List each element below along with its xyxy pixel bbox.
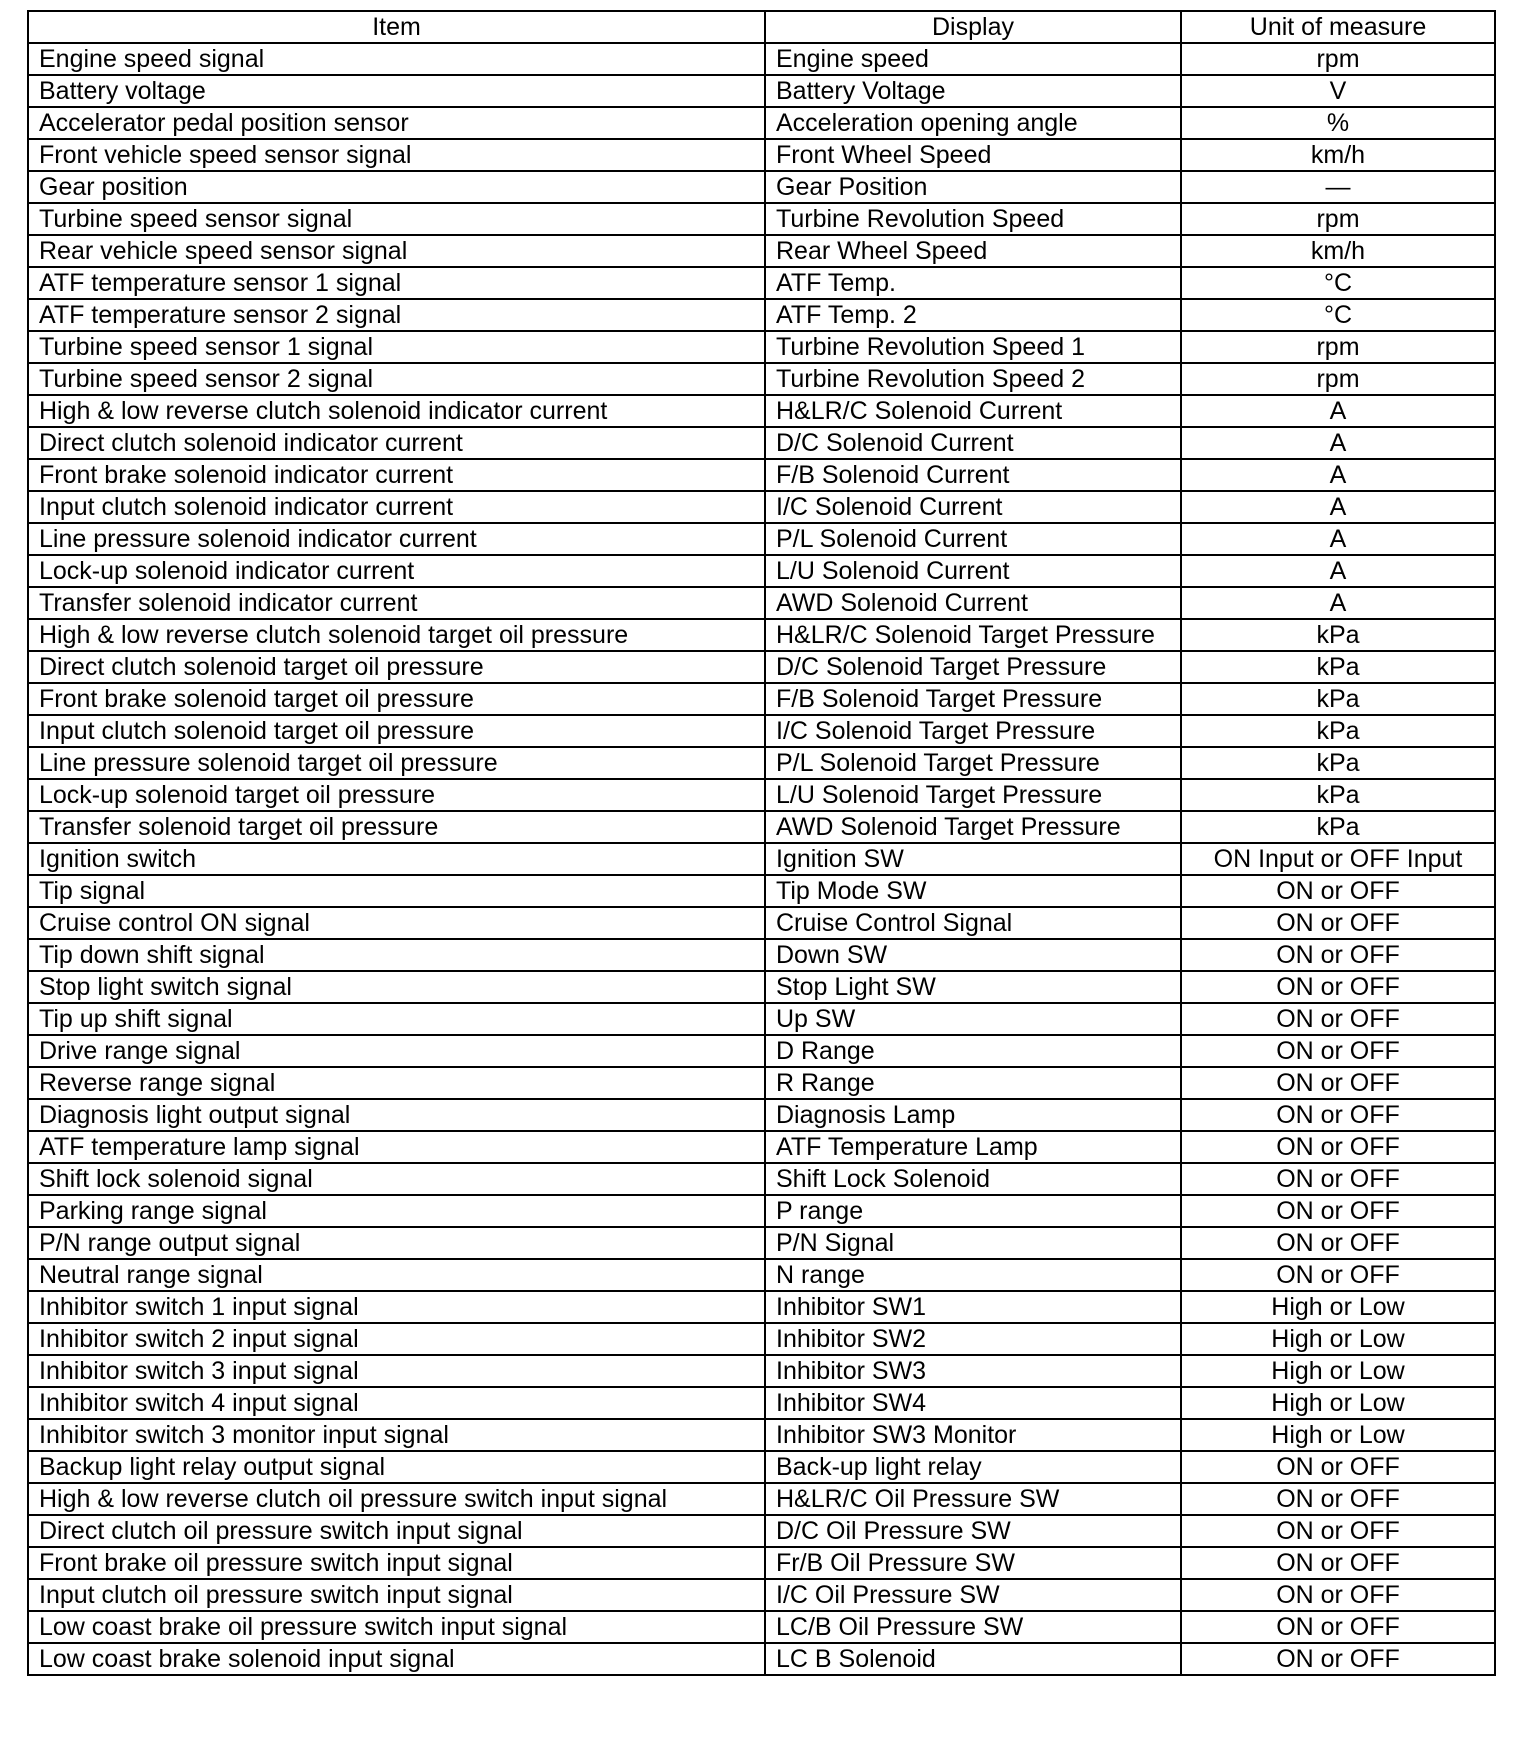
table-row [28, 459, 1495, 491]
cell-item: Inhibitor switch 3 input signal [28, 1355, 765, 1387]
cell-unit: kPa [1181, 683, 1495, 715]
cell-item: High & low reverse clutch solenoid target oil pressure [28, 619, 765, 651]
cell-display: LC B Solenoid [765, 1643, 1181, 1675]
cell-item: Stop light switch signal [28, 971, 765, 1003]
cell-unit: ON Input or OFF Input [1181, 843, 1495, 875]
cell-unit: kPa [1181, 779, 1495, 811]
cell-unit: kPa [1181, 619, 1495, 651]
cell-unit: ON or OFF [1181, 1515, 1495, 1547]
cell-display: Acceleration opening angle [765, 107, 1181, 139]
cell-display: Turbine Revolution Speed [765, 203, 1181, 235]
cell-unit: ON or OFF [1181, 875, 1495, 907]
cell-item: ATF temperature lamp signal [28, 1131, 765, 1163]
table-row [28, 651, 1495, 683]
cell-display: AWD Solenoid Target Pressure [765, 811, 1181, 843]
cell-unit: ON or OFF [1181, 1099, 1495, 1131]
cell-item: Front brake solenoid indicator current [28, 459, 765, 491]
cell-display: Inhibitor SW4 [765, 1387, 1181, 1419]
cell-item: Line pressure solenoid target oil pressure [28, 747, 765, 779]
table-row [28, 1003, 1495, 1035]
cell-item: High & low reverse clutch oil pressure switch input signal [28, 1483, 765, 1515]
cell-unit: ON or OFF [1181, 1259, 1495, 1291]
cell-unit: ON or OFF [1181, 1195, 1495, 1227]
cell-display: L/U Solenoid Target Pressure [765, 779, 1181, 811]
header-display: Display [765, 11, 1181, 43]
table-row [28, 299, 1495, 331]
table-row [28, 1355, 1495, 1387]
cell-display: Shift Lock Solenoid [765, 1163, 1181, 1195]
cell-item: Engine speed signal [28, 43, 765, 75]
cell-unit: ON or OFF [1181, 1643, 1495, 1675]
table-row [28, 203, 1495, 235]
cell-item: Tip up shift signal [28, 1003, 765, 1035]
cell-unit: kPa [1181, 747, 1495, 779]
cell-display: D Range [765, 1035, 1181, 1067]
cell-unit: kPa [1181, 715, 1495, 747]
cell-display: Tip Mode SW [765, 875, 1181, 907]
monitor-item-table [27, 10, 1496, 1676]
cell-item: Transfer solenoid target oil pressure [28, 811, 765, 843]
cell-display: Cruise Control Signal [765, 907, 1181, 939]
table-row [28, 331, 1495, 363]
table-row [28, 907, 1495, 939]
cell-display: Ignition SW [765, 843, 1181, 875]
table-row [28, 139, 1495, 171]
cell-item: Inhibitor switch 3 monitor input signal [28, 1419, 765, 1451]
cell-display: I/C Oil Pressure SW [765, 1579, 1181, 1611]
cell-unit: km/h [1181, 235, 1495, 267]
table-row [28, 235, 1495, 267]
table-row [28, 779, 1495, 811]
cell-display: H&LR/C Solenoid Target Pressure [765, 619, 1181, 651]
table-row [28, 1515, 1495, 1547]
table-row [28, 875, 1495, 907]
cell-unit: A [1181, 491, 1495, 523]
cell-item: Transfer solenoid indicator current [28, 587, 765, 619]
cell-display: LC/B Oil Pressure SW [765, 1611, 1181, 1643]
table-row [28, 1227, 1495, 1259]
cell-item: Reverse range signal [28, 1067, 765, 1099]
cell-display: D/C Oil Pressure SW [765, 1515, 1181, 1547]
cell-item: Accelerator pedal position sensor [28, 107, 765, 139]
cell-item: Rear vehicle speed sensor signal [28, 235, 765, 267]
cell-unit: ON or OFF [1181, 939, 1495, 971]
cell-item: P/N range output signal [28, 1227, 765, 1259]
cell-unit: ON or OFF [1181, 1131, 1495, 1163]
cell-item: Turbine speed sensor 2 signal [28, 363, 765, 395]
table-row [28, 1067, 1495, 1099]
header-unit-of-measure: Unit of measure [1181, 11, 1495, 43]
cell-display: D/C Solenoid Target Pressure [765, 651, 1181, 683]
cell-item: ATF temperature sensor 2 signal [28, 299, 765, 331]
cell-item: Input clutch solenoid indicator current [28, 491, 765, 523]
cell-item: Tip signal [28, 875, 765, 907]
cell-unit: A [1181, 587, 1495, 619]
cell-item: Front brake oil pressure switch input signal [28, 1547, 765, 1579]
cell-unit: rpm [1181, 203, 1495, 235]
cell-item: Direct clutch oil pressure switch input signal [28, 1515, 765, 1547]
cell-display: Inhibitor SW2 [765, 1323, 1181, 1355]
cell-unit: % [1181, 107, 1495, 139]
table-row [28, 715, 1495, 747]
cell-display: Gear Position [765, 171, 1181, 203]
cell-unit: A [1181, 459, 1495, 491]
cell-display: Inhibitor SW1 [765, 1291, 1181, 1323]
cell-item: Battery voltage [28, 75, 765, 107]
cell-item: Front vehicle speed sensor signal [28, 139, 765, 171]
cell-display: H&LR/C Solenoid Current [765, 395, 1181, 427]
cell-item: Parking range signal [28, 1195, 765, 1227]
table-row [28, 971, 1495, 1003]
cell-unit: ON or OFF [1181, 1227, 1495, 1259]
cell-item: Inhibitor switch 2 input signal [28, 1323, 765, 1355]
cell-unit: kPa [1181, 651, 1495, 683]
cell-display: ATF Temp. 2 [765, 299, 1181, 331]
cell-display: Rear Wheel Speed [765, 235, 1181, 267]
table-row [28, 555, 1495, 587]
table-row [28, 1483, 1495, 1515]
cell-display: Inhibitor SW3 [765, 1355, 1181, 1387]
table-row [28, 1163, 1495, 1195]
cell-unit: rpm [1181, 331, 1495, 363]
cell-display: Front Wheel Speed [765, 139, 1181, 171]
cell-unit: High or Low [1181, 1419, 1495, 1451]
cell-unit: A [1181, 555, 1495, 587]
cell-display: I/C Solenoid Target Pressure [765, 715, 1181, 747]
cell-unit: ON or OFF [1181, 1579, 1495, 1611]
cell-unit: °C [1181, 267, 1495, 299]
table-row [28, 747, 1495, 779]
cell-item: Input clutch oil pressure switch input signal [28, 1579, 765, 1611]
table-header-row [28, 11, 1495, 43]
cell-unit: ON or OFF [1181, 1547, 1495, 1579]
cell-display: Engine speed [765, 43, 1181, 75]
cell-item: Tip down shift signal [28, 939, 765, 971]
table-row [28, 1099, 1495, 1131]
cell-unit: °C [1181, 299, 1495, 331]
cell-item: Direct clutch solenoid indicator current [28, 427, 765, 459]
cell-unit: ON or OFF [1181, 1611, 1495, 1643]
cell-item: Shift lock solenoid signal [28, 1163, 765, 1195]
cell-item: Gear position [28, 171, 765, 203]
cell-item: Cruise control ON signal [28, 907, 765, 939]
cell-unit: High or Low [1181, 1355, 1495, 1387]
table-row [28, 1131, 1495, 1163]
cell-unit: ON or OFF [1181, 1163, 1495, 1195]
cell-item: Lock-up solenoid indicator current [28, 555, 765, 587]
cell-unit: ON or OFF [1181, 907, 1495, 939]
table-row [28, 683, 1495, 715]
cell-display: ATF Temp. [765, 267, 1181, 299]
cell-unit: High or Low [1181, 1291, 1495, 1323]
table-row [28, 75, 1495, 107]
cell-display: Fr/B Oil Pressure SW [765, 1547, 1181, 1579]
table-row [28, 811, 1495, 843]
table-row [28, 427, 1495, 459]
table-row [28, 267, 1495, 299]
cell-display: Back-up light relay [765, 1451, 1181, 1483]
cell-item: Ignition switch [28, 843, 765, 875]
cell-display: P/L Solenoid Current [765, 523, 1181, 555]
cell-unit: km/h [1181, 139, 1495, 171]
cell-unit: V [1181, 75, 1495, 107]
table-row [28, 1291, 1495, 1323]
cell-unit: kPa [1181, 811, 1495, 843]
cell-item: Turbine speed sensor 1 signal [28, 331, 765, 363]
cell-display: Turbine Revolution Speed 1 [765, 331, 1181, 363]
table-row [28, 1451, 1495, 1483]
cell-item: Low coast brake oil pressure switch input signal [28, 1611, 765, 1643]
cell-item: Direct clutch solenoid target oil pressure [28, 651, 765, 683]
cell-item: Backup light relay output signal [28, 1451, 765, 1483]
cell-unit: High or Low [1181, 1387, 1495, 1419]
cell-display: Up SW [765, 1003, 1181, 1035]
cell-display: I/C Solenoid Current [765, 491, 1181, 523]
table-body [28, 43, 1495, 1675]
table-row [28, 1419, 1495, 1451]
cell-display: Battery Voltage [765, 75, 1181, 107]
cell-display: L/U Solenoid Current [765, 555, 1181, 587]
cell-item: Drive range signal [28, 1035, 765, 1067]
cell-unit: ON or OFF [1181, 1003, 1495, 1035]
table-row [28, 395, 1495, 427]
cell-display: Stop Light SW [765, 971, 1181, 1003]
cell-unit: ON or OFF [1181, 971, 1495, 1003]
table-row [28, 43, 1495, 75]
cell-unit: High or Low [1181, 1323, 1495, 1355]
cell-display: D/C Solenoid Current [765, 427, 1181, 459]
table-row [28, 107, 1495, 139]
cell-unit: rpm [1181, 363, 1495, 395]
cell-item: Lock-up solenoid target oil pressure [28, 779, 765, 811]
table-row [28, 1259, 1495, 1291]
cell-item: Inhibitor switch 4 input signal [28, 1387, 765, 1419]
cell-unit: ON or OFF [1181, 1067, 1495, 1099]
table-row [28, 1643, 1495, 1675]
cell-item: Neutral range signal [28, 1259, 765, 1291]
cell-unit: ON or OFF [1181, 1451, 1495, 1483]
cell-display: P range [765, 1195, 1181, 1227]
cell-item: Low coast brake solenoid input signal [28, 1643, 765, 1675]
cell-display: Turbine Revolution Speed 2 [765, 363, 1181, 395]
cell-item: Line pressure solenoid indicator current [28, 523, 765, 555]
table-row [28, 939, 1495, 971]
table-row [28, 1035, 1495, 1067]
cell-display: AWD Solenoid Current [765, 587, 1181, 619]
cell-display: N range [765, 1259, 1181, 1291]
table-row [28, 1611, 1495, 1643]
cell-display: ATF Temperature Lamp [765, 1131, 1181, 1163]
table-row [28, 843, 1495, 875]
cell-unit: ON or OFF [1181, 1483, 1495, 1515]
cell-item: ATF temperature sensor 1 signal [28, 267, 765, 299]
cell-display: Down SW [765, 939, 1181, 971]
table-row [28, 1323, 1495, 1355]
cell-item: Front brake solenoid target oil pressure [28, 683, 765, 715]
table-row [28, 523, 1495, 555]
table-row [28, 1387, 1495, 1419]
cell-item: Inhibitor switch 1 input signal [28, 1291, 765, 1323]
table-row [28, 619, 1495, 651]
cell-display: Diagnosis Lamp [765, 1099, 1181, 1131]
table-row [28, 491, 1495, 523]
cell-item: Input clutch solenoid target oil pressure [28, 715, 765, 747]
table-row [28, 1579, 1495, 1611]
table-row [28, 587, 1495, 619]
cell-display: F/B Solenoid Current [765, 459, 1181, 491]
table-row [28, 1547, 1495, 1579]
table-row [28, 1195, 1495, 1227]
cell-display: F/B Solenoid Target Pressure [765, 683, 1181, 715]
cell-display: Inhibitor SW3 Monitor [765, 1419, 1181, 1451]
cell-unit: A [1181, 395, 1495, 427]
cell-display: P/N Signal [765, 1227, 1181, 1259]
cell-display: P/L Solenoid Target Pressure [765, 747, 1181, 779]
cell-unit: — [1181, 171, 1495, 203]
cell-item: Diagnosis light output signal [28, 1099, 765, 1131]
cell-display: H&LR/C Oil Pressure SW [765, 1483, 1181, 1515]
data-table-container [27, 10, 1494, 1676]
cell-display: R Range [765, 1067, 1181, 1099]
cell-unit: A [1181, 523, 1495, 555]
cell-unit: rpm [1181, 43, 1495, 75]
cell-item: Turbine speed sensor signal [28, 203, 765, 235]
header-item: Item [28, 11, 765, 43]
cell-unit: ON or OFF [1181, 1035, 1495, 1067]
cell-item: High & low reverse clutch solenoid indicator current [28, 395, 765, 427]
table-row [28, 363, 1495, 395]
cell-unit: A [1181, 427, 1495, 459]
table-row [28, 171, 1495, 203]
